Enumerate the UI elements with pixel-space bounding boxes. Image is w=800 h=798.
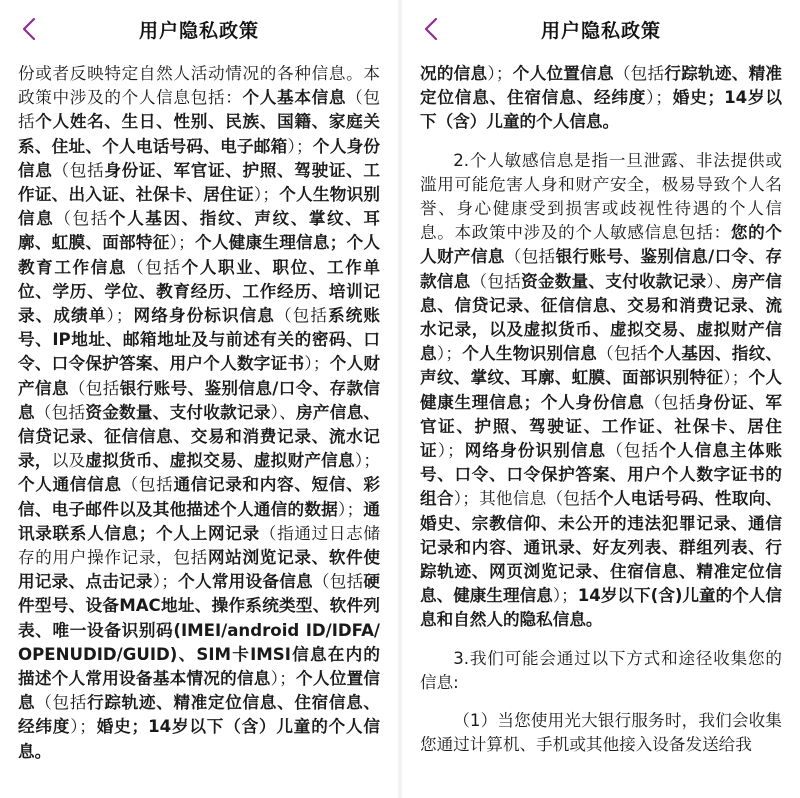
text-segment: ）；	[338, 499, 364, 519]
bold-text-segment: 个人常用设备信息	[177, 572, 313, 592]
text-segment: ）；	[287, 136, 313, 156]
bold-text-segment: 房产信息、信贷记录、征信信息、交易和消费记录、流水记录，以及虚拟货币、虚拟交易、虚拟财产信息	[420, 271, 783, 364]
text-segment: ）；	[253, 185, 279, 205]
bold-text-segment: 个人财产信息	[18, 354, 381, 398]
text-segment: ）；	[270, 669, 296, 689]
text-segment: （指通过日志储存的用户操作记录，包括	[18, 523, 381, 568]
bold-text-segment: 个人位置信息	[18, 669, 381, 713]
text-segment: ）；	[152, 572, 178, 592]
bold-text-segment: 婚史；14岁以下（含）儿童的个人信息。	[420, 88, 783, 132]
text-segment: ）；	[106, 306, 133, 326]
bold-text-segment: 况的信息	[420, 64, 488, 83]
text-segment: 3.我们可能会通过以下方式和途径收集您的信息:	[420, 648, 782, 692]
policy-paragraph	[420, 647, 782, 695]
bold-text-segment: 行踪轨迹、精准定位信息、住宿信息、经纬度	[420, 64, 783, 108]
chevron-left-icon	[21, 17, 37, 41]
text-segment: （包括	[504, 247, 556, 267]
bold-text-segment: 通讯录联系人信息；个人上网记录	[18, 499, 381, 543]
text-segment: 份或者反映特定自然人活动情况的各种信息。本政策中涉及的个人信息包括：	[18, 64, 380, 108]
text-segment: ）；	[354, 451, 381, 471]
left-navbar	[0, 0, 398, 58]
text-segment: ）；	[70, 717, 96, 737]
text-segment: ）；	[304, 354, 330, 374]
bold-text-segment: 网站浏览记录、软件使用记录、点击记录	[18, 548, 381, 592]
bold-text-segment: 个人姓名、生日、性别、民族、国籍、家庭关系、住址、个人电话号码、电子邮箱	[18, 112, 381, 156]
policy-paragraph	[420, 709, 782, 757]
bold-text-segment: 个人位置信息	[512, 64, 614, 83]
policy-paragraph	[18, 62, 380, 764]
text-segment: 以及	[51, 451, 86, 471]
text-segment: （包括	[275, 306, 329, 326]
bold-text-segment: 银行账号、鉴别信息/口令、存款信息	[18, 378, 381, 422]
bold-text-segment: 个人基因、指纹、声纹、掌纹、耳廓、虹膜、面部特征	[18, 209, 381, 253]
bold-text-segment: 您的个人财产信息	[420, 223, 783, 267]
text-segment: （包括	[54, 209, 109, 229]
bold-text-segment: 个人基本信息	[242, 88, 347, 108]
bold-text-segment: 网络身份识别信息	[463, 441, 607, 461]
bold-text-segment: 婚史；14岁以下（含）儿童的个人信息。	[18, 717, 381, 761]
bold-text-segment: 身份证、军官证、护照、驾驶证、工作证、社保卡、居住证	[420, 392, 783, 461]
text-segment: 2.个人敏感信息是指一旦泄露、非法提供或滥用可能危害人身和财产安全，极易导致个人名誉、身心健康受到损害或歧视性待遇的个人信息。本政策中涉及的个人敏感信息包括：	[420, 150, 782, 243]
bold-text-segment: 个人生物识别信息	[18, 185, 381, 229]
bold-text-segment: 硬件型号、设备MAC地址、操作系统类型、软件列表、唯一设备识别码(IMEI/android ID/IDFA/OPENUDID/GUID)、SIM卡IMSI信息在内的描述个人常用设备基本情况的信息	[18, 572, 381, 689]
text-segment: （包括	[470, 271, 522, 291]
text-segment: （包括	[18, 88, 381, 132]
text-segment: ）；	[437, 441, 464, 461]
policy-content	[0, 62, 398, 798]
text-segment: ）、	[270, 402, 297, 422]
back-button[interactable]	[14, 14, 44, 44]
text-segment: （包括	[606, 441, 660, 461]
text-segment: （包括	[644, 392, 697, 412]
bold-text-segment: 银行账号、鉴别信息/口令、存款信息	[420, 247, 783, 291]
policy-content	[402, 62, 800, 798]
bold-text-segment: 虚拟货币、虚拟交易、虚拟财产信息	[85, 451, 355, 471]
bold-text-segment: 系统账号、IP地址、邮箱地址及与前述有关的密码、口令、口令保护答案、用户个人数字证书	[18, 306, 381, 374]
text-segment: （1）当您使用光大银行服务时，我们会收集您通过计算机、手机或其他接入设备发送给我	[420, 711, 782, 755]
text-segment: ）；	[436, 344, 462, 364]
policy-paragraph	[420, 149, 782, 633]
bold-text-segment: 个人信息主体账号、口令、口令保护答案、用户个人数字证书的组合	[420, 441, 783, 509]
bold-text-segment: 身份证、军官证、护照、驾驶证、工作证、出入证、社保卡、居住证	[18, 160, 381, 205]
bold-text-segment: 个人职业、职位、工作单位、学历、学位、教育经历、工作经历、培训记录、成绩单	[18, 257, 381, 326]
bold-text-segment: 个人生物识别信息	[461, 344, 597, 364]
text-segment: ）；其他信息（包括	[453, 489, 597, 509]
chevron-left-icon	[423, 17, 439, 41]
bold-text-segment: 资金数量、支付收款记录	[85, 402, 271, 422]
text-segment: （包括	[127, 257, 182, 277]
bold-text-segment: 通信记录和内容、短信、彩信、电子邮件以及其他描述个人通信的数据	[18, 475, 381, 519]
bold-text-segment: 网络身份标识信息	[132, 306, 275, 326]
bold-text-segment: 房产信息、信贷记录、征信信息、交易和消费记录、流水记录，	[18, 402, 381, 471]
text-segment: （包括	[613, 64, 665, 83]
text-segment: ）、	[706, 271, 732, 291]
text-segment: （包括	[68, 378, 120, 398]
text-segment: （包括	[52, 160, 105, 180]
page-title: 用户隐私政策	[138, 19, 259, 42]
bold-text-segment: 行踪轨迹、精准定位信息、住宿信息、经纬度	[18, 693, 381, 737]
right-screen	[402, 0, 800, 798]
bold-text-segment: 个人健康生理信息；个人身份信息	[420, 368, 783, 412]
text-segment: ）；	[487, 64, 513, 83]
bold-text-segment: 个人基因、指纹、声纹、掌纹、耳廓、虹膜、面部识别特征	[420, 344, 783, 388]
text-segment: （包括	[596, 344, 648, 364]
bold-text-segment: 个人身份信息	[18, 136, 381, 180]
bold-text-segment: 资金数量、支付收款记录	[521, 271, 707, 291]
text-segment: （包括	[121, 475, 174, 495]
bold-text-segment: 14岁以下(含)儿童的个人信息和自然人的隐私信息。	[420, 586, 783, 630]
bold-text-segment: 个人电话号码、性取向、婚史、宗教信仰、未公开的违法犯罪记录、通信记录和内容、通讯录、好友列表、群组列表、行踪轨迹、网页浏览记录、住宿信息、精准定位信息、健康生理信息	[420, 489, 783, 606]
back-button[interactable]	[416, 14, 446, 44]
text-segment: ）；	[646, 88, 672, 108]
left-screen	[0, 0, 398, 798]
text-segment: （包括	[34, 402, 86, 422]
text-segment: ）；	[169, 233, 195, 253]
page-title: 用户隐私政策	[540, 19, 661, 42]
bold-text-segment: 个人健康生理信息；个人教育工作信息	[18, 233, 381, 277]
bold-text-segment: 个人通信信息	[18, 475, 122, 495]
text-segment: （包括	[312, 572, 364, 592]
text-segment: ）；	[723, 368, 749, 388]
text-segment: （包括	[35, 693, 88, 713]
right-navbar	[402, 0, 800, 58]
text-segment: ）；	[552, 586, 578, 606]
policy-paragraph	[420, 62, 782, 135]
